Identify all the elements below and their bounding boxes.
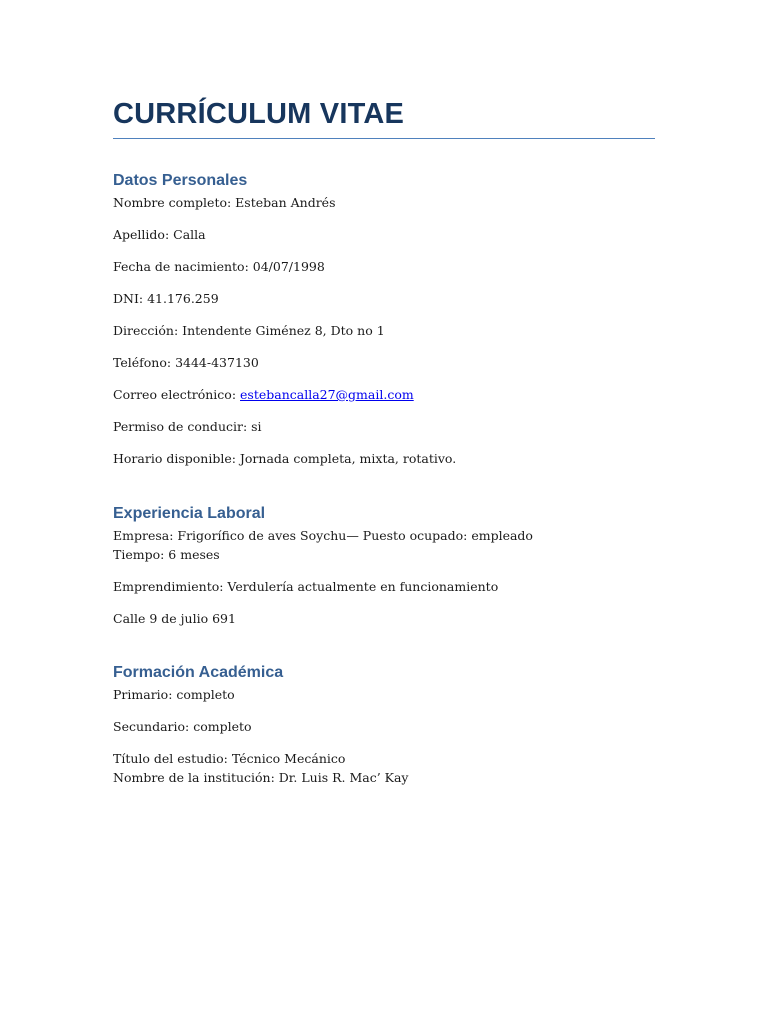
secondary-school-line: Secundario: completo [113,719,252,734]
work-experience-heading: Experiencia Laboral [113,505,266,522]
work-experience-section [113,504,655,627]
email-line [113,387,655,403]
education-section [113,663,655,786]
availability-line: Horario disponible: Jornada completa, mixta, rotativo. [113,451,457,466]
education-heading: Formación Académica [113,664,284,681]
institution-line: Nombre de la institución: Dr. Luis R. Mac’ Kay [113,770,409,785]
full-name-line: Nombre completo: Esteban Andrés [113,195,336,210]
email-label: Correo electrónico: [113,387,241,402]
company-line: Empresa: Frigorífico de aves Soychu— Puesto ocupado: empleado [113,528,533,543]
personal-data-section [113,171,655,467]
document-title: CURRÍCULUM VITAE [113,96,655,139]
personal-data-heading: Datos Personales [113,172,248,189]
phone-line: Teléfono: 3444-437130 [113,355,259,370]
address-line: Dirección: Intendente Giménez 8, Dto no 1 [113,323,385,338]
duration-line: Tiempo: 6 meses [113,547,220,562]
dni-line: DNI: 41.176.259 [113,291,219,306]
degree-line: Título del estudio: Técnico Mecánico [113,751,346,766]
cv-page [113,96,655,802]
venture-line: Emprendimiento: Verdulería actualmente en funcionamiento [113,579,499,594]
surname-line: Apellido: Calla [113,227,206,242]
birth-date-line: Fecha de nacimiento: 04/07/1998 [113,259,325,274]
email-link[interactable]: estebancalla27@gmail.com [240,387,414,402]
venture-address-line: Calle 9 de julio 691 [113,611,236,626]
driving-license-line: Permiso de conducir: si [113,419,262,434]
primary-school-line: Primario: completo [113,687,235,702]
